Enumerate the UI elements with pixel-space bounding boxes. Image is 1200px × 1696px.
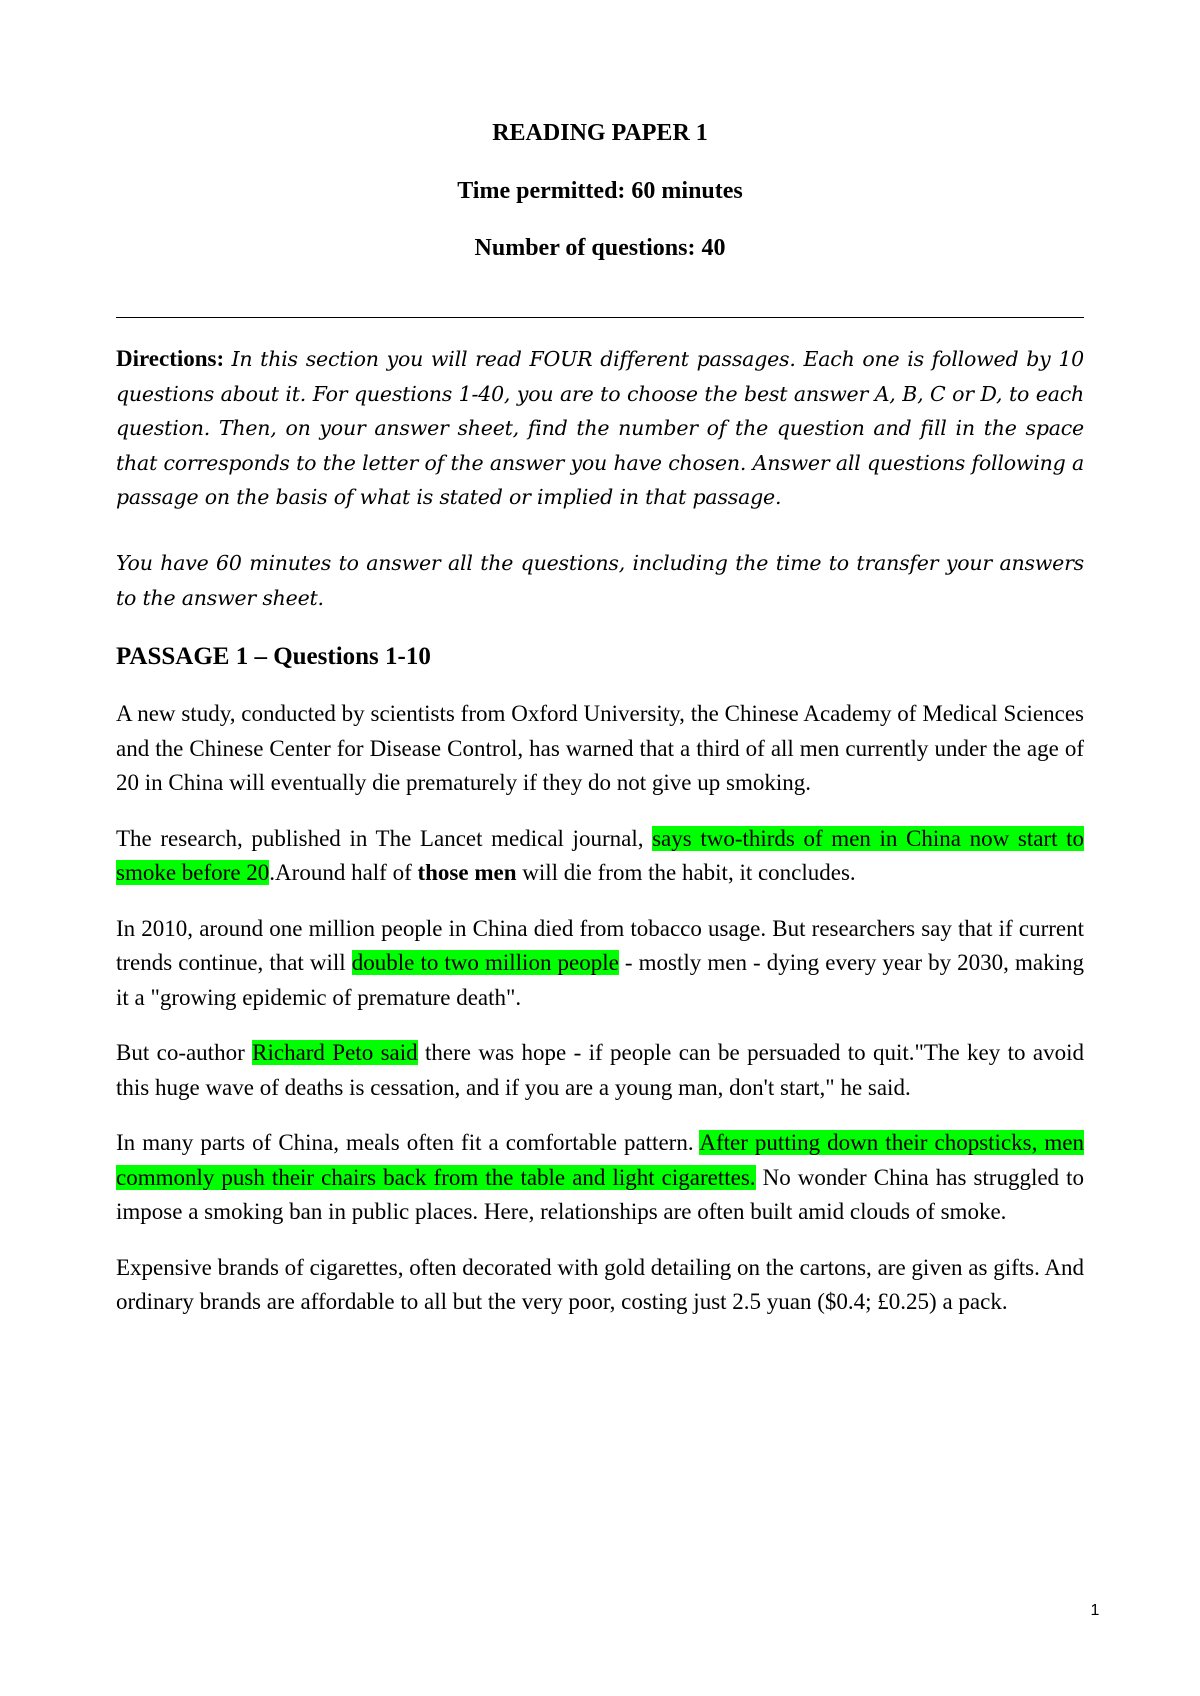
text-run: .Around half of bbox=[269, 860, 418, 885]
number-of-questions: Number of questions: 40 bbox=[474, 235, 726, 261]
passage-paragraph-5 bbox=[116, 1126, 1084, 1230]
time-permitted: Time permitted: 60 minutes bbox=[457, 178, 743, 204]
passage-paragraph-2 bbox=[116, 822, 1084, 891]
highlighted-text: Richard Peto said bbox=[252, 1040, 418, 1065]
time-note: You have 60 minutes to answer all the questions, including the time to transfer your answers to the answer sheet. bbox=[116, 551, 1084, 610]
passage-body bbox=[116, 697, 1084, 1341]
text-run: - mostly men - dying every year by 2030, making it a "growing epidemic of premature death". bbox=[116, 950, 1084, 1010]
passage-paragraph-1: A new study, conducted by scientists from Oxford University, the Chinese Academy of Medical Sciences and the Chinese Center for Disease Control, has warned that a third of all men currently under the age of 20 in China will eventually die prematurely if they do not give up smoking. bbox=[116, 701, 1084, 795]
page-number: 1 bbox=[1090, 1602, 1100, 1619]
directions-paragraph bbox=[116, 342, 1084, 515]
text-run: But co-author bbox=[116, 1040, 253, 1065]
highlighted-text: double to two million people bbox=[351, 950, 619, 975]
passage-paragraph-6: Expensive brands of cigarettes, often decorated with gold detailing on the cartons, are given as gifts. And ordinary brands are affordable to all but the very poor, costing just 2.5 yuan ($0.4; £0.25) a pack. bbox=[116, 1254, 1084, 1314]
separator-line bbox=[116, 317, 1084, 318]
bold-text: those men bbox=[417, 860, 517, 885]
text-run: In many parts of China, meals often fit a comfortable pattern. bbox=[116, 1130, 700, 1155]
passage-paragraph-3 bbox=[116, 912, 1084, 1016]
directions-label: Directions: bbox=[116, 346, 225, 371]
text-run: The research, published in The Lancet medical journal, bbox=[116, 825, 653, 851]
highlighted-text: says two-thirds of men in China now start to smoke before 20 bbox=[116, 825, 1084, 885]
text-run: there was hope - if people can be persuaded to quit."The key to avoid this huge wave of deaths is cessation, and if you are a young man, don't start," he said. bbox=[116, 1040, 1085, 1100]
text-run: No wonder China has struggled to impose a smoking ban in public places. Here, relationships are often built amid clouds of smoke. bbox=[116, 1164, 1084, 1224]
text-run: will die from the habit, it concludes. bbox=[516, 860, 856, 885]
paper-title: READING PAPER 1 bbox=[492, 120, 708, 146]
directions-text: In this section you will read FOUR different passages. Each one is followed by 10 questions about it. For questions 1-40, you are to choose the best answer A, B, C or D, to each question. Then, on your answer sheet, find the number of the question and fill in the space that corresponds to the letter of the answer you have chosen. Answer all questions following a passage on the basis of what is stated or implied in that passage. bbox=[116, 347, 1085, 509]
highlighted-text: After putting down their chopsticks, men commonly push their chairs back from the table and light cigarettes. bbox=[116, 1130, 1085, 1190]
text-run: In 2010, around one million people in China died from tobacco usage. But researchers say that if current trends continue, that will bbox=[116, 915, 1084, 975]
passage-title: PASSAGE 1 – Questions 1-10 bbox=[116, 643, 431, 670]
passage-paragraph-4 bbox=[116, 1036, 1084, 1105]
